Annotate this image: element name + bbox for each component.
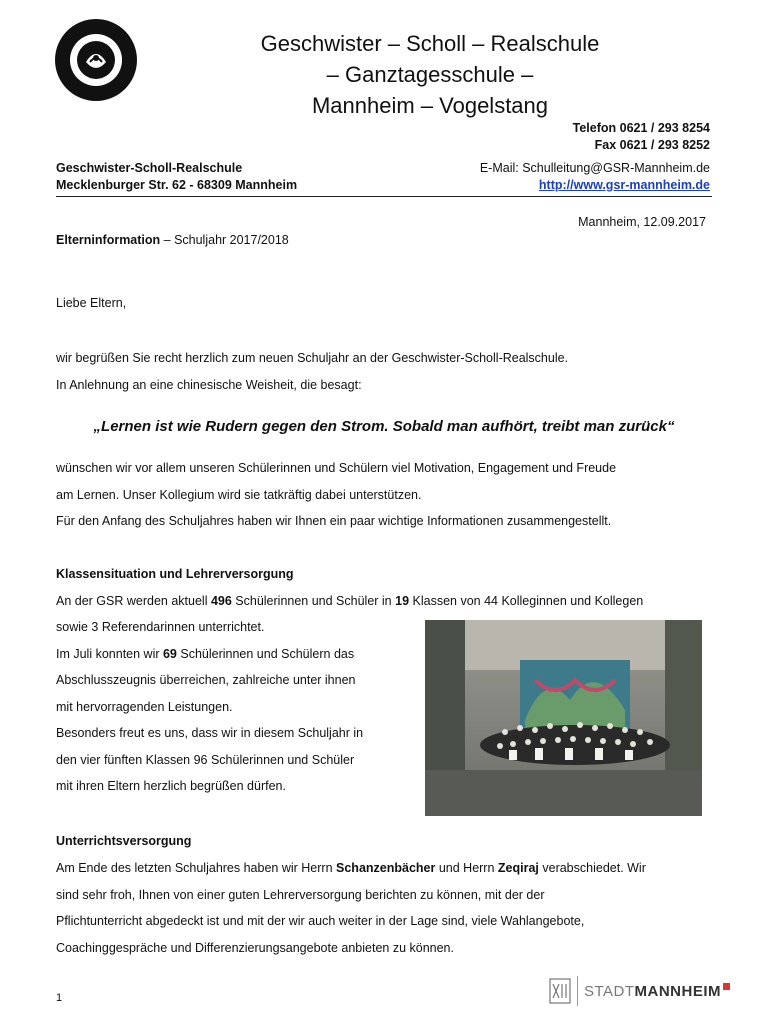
classes-line-4: Abschlusszeugnis überreichen, zahlreiche unter ihnen: [56, 673, 356, 687]
after-quote-line-1: wünschen wir vor allem unseren Schülerinnen und Schülern viel Motivation, Engagement und Freude: [56, 461, 617, 475]
header-divider: [56, 196, 712, 197]
letter-subject: [56, 233, 289, 247]
teaching-paragraph: [56, 855, 712, 961]
website-link[interactable]: http://www.gsr-mannheim.de: [538, 178, 710, 192]
title-line-2: – Ganztagesschule –: [326, 62, 534, 87]
classes-line-1: [56, 588, 712, 615]
logo-separator: [577, 976, 578, 1006]
title-line-3: Mannheim – Vogelstang: [311, 93, 549, 118]
after-quote-line-3: Für den Anfang des Schuljahres haben wir Ihnen ein paar wichtige Informationen zusammengestellt.: [56, 514, 612, 528]
school-address: [56, 160, 297, 194]
after-quote-line-2: am Lernen. Unser Kollegium wird sie tatkräftig dabei unterstützen.: [56, 487, 422, 502]
teacher-name-1: Schanzenbächer: [336, 861, 436, 875]
student-count: 496: [210, 594, 232, 608]
classes-line-6: Besonders freut es uns, dass wir in diesem Schuljahr in: [56, 726, 364, 740]
email: E-Mail: Schulleitung@GSR-Mannheim.de: [479, 161, 710, 175]
subject-bold: Elterninformation: [56, 233, 161, 247]
city-name: [584, 983, 730, 1000]
intro-paragraph: [56, 345, 568, 398]
classes-text-a: An der GSR werden aktuell: [56, 594, 211, 608]
after-quote-paragraph: [56, 455, 712, 535]
quote: „Lernen ist wie Rudern gegen den Strom. Sobald man aufhört, treibt man zurück“: [93, 418, 675, 435]
section-title-classes: Klassensituation und Lehrerversorgung: [56, 567, 294, 581]
salutation: Liebe Eltern,: [56, 296, 127, 310]
fax: Fax 0621 / 293 8252: [594, 138, 710, 152]
classes-text-b: Schülerinnen und Schüler in: [231, 594, 396, 608]
teaching-text-b: und Herrn: [435, 861, 498, 875]
intro-line-2: In Anlehnung an eine chinesische Weisheit, die besagt:: [56, 377, 362, 392]
page-number: 1: [56, 992, 63, 1004]
title-line-1: Geschwister – Scholl – Realschule: [260, 31, 600, 56]
teaching-text-c: verabschiedet. Wir: [538, 861, 646, 875]
teaching-line-4: Coachinggespräche und Differenzierungsangebote anbieten zu können.: [56, 940, 454, 955]
graduate-count: 69: [162, 646, 177, 661]
letter-date: Mannheim, 12.09.2017: [578, 215, 706, 229]
teaching-text-a: Am Ende des letzten Schuljahres haben wir Herrn: [56, 861, 337, 875]
red-square-icon: [723, 983, 730, 990]
classes-paragraph: [56, 614, 412, 800]
intro-line-1: wir begrüßen Sie recht herzlich zum neuen Schuljahr an der Geschwister-Scholl-Realschule.: [56, 351, 569, 365]
graduates-text-b: Schülerinnen und Schülern das: [176, 646, 355, 661]
classes-line-8: mit ihren Eltern herzlich begrüßen dürfen.: [56, 779, 286, 793]
city-name-light: STADT: [583, 982, 635, 1000]
city-logo: [549, 976, 730, 1006]
city-name-bold: MANNHEIM: [634, 982, 721, 1000]
school-title: [190, 28, 670, 121]
group-photo: [425, 620, 702, 816]
street-address: Mecklenburger Str. 62 - 68309 Mannheim: [56, 178, 298, 192]
phone: Telefon 0621 / 293 8254: [572, 121, 710, 135]
section-title-teaching: Unterrichtsversorgung: [56, 834, 192, 848]
contact-online: [480, 160, 710, 194]
teacher-name-2: Zeqiraj: [497, 861, 539, 875]
subject-rest: – Schuljahr 2017/2018: [160, 233, 289, 247]
classes-text-c: Klassen von 44 Kolleginnen und Kollegen: [409, 594, 644, 608]
teaching-line-2: sind sehr froh, Ihnen von einer guten Lehrerversorgung berichten zu können, mit der der: [56, 887, 545, 902]
classes-line-7: den vier fünften Klassen 96 Schülerinnen und Schüler: [56, 752, 355, 767]
classes-line-2: sowie 3 Referendarinnen unterrichtet.: [56, 620, 265, 634]
school-logo: [54, 18, 138, 102]
graduates-text-a: Im Juli konnten wir: [56, 646, 163, 661]
contact-phone-fax: [573, 120, 710, 154]
teaching-line-3: Pflichtunterricht abgedeckt ist und mit der wir auch weiter in der Lage sind, viele Wahlangebote,: [56, 914, 585, 928]
classes-line-3: [56, 641, 412, 668]
classes-line-5: mit hervorragenden Leistungen.: [56, 699, 233, 714]
city-crest-icon: [549, 978, 571, 1004]
teaching-line-1: [56, 855, 712, 882]
class-count: 19: [395, 594, 410, 608]
school-name: Geschwister-Scholl-Realschule: [56, 161, 243, 175]
